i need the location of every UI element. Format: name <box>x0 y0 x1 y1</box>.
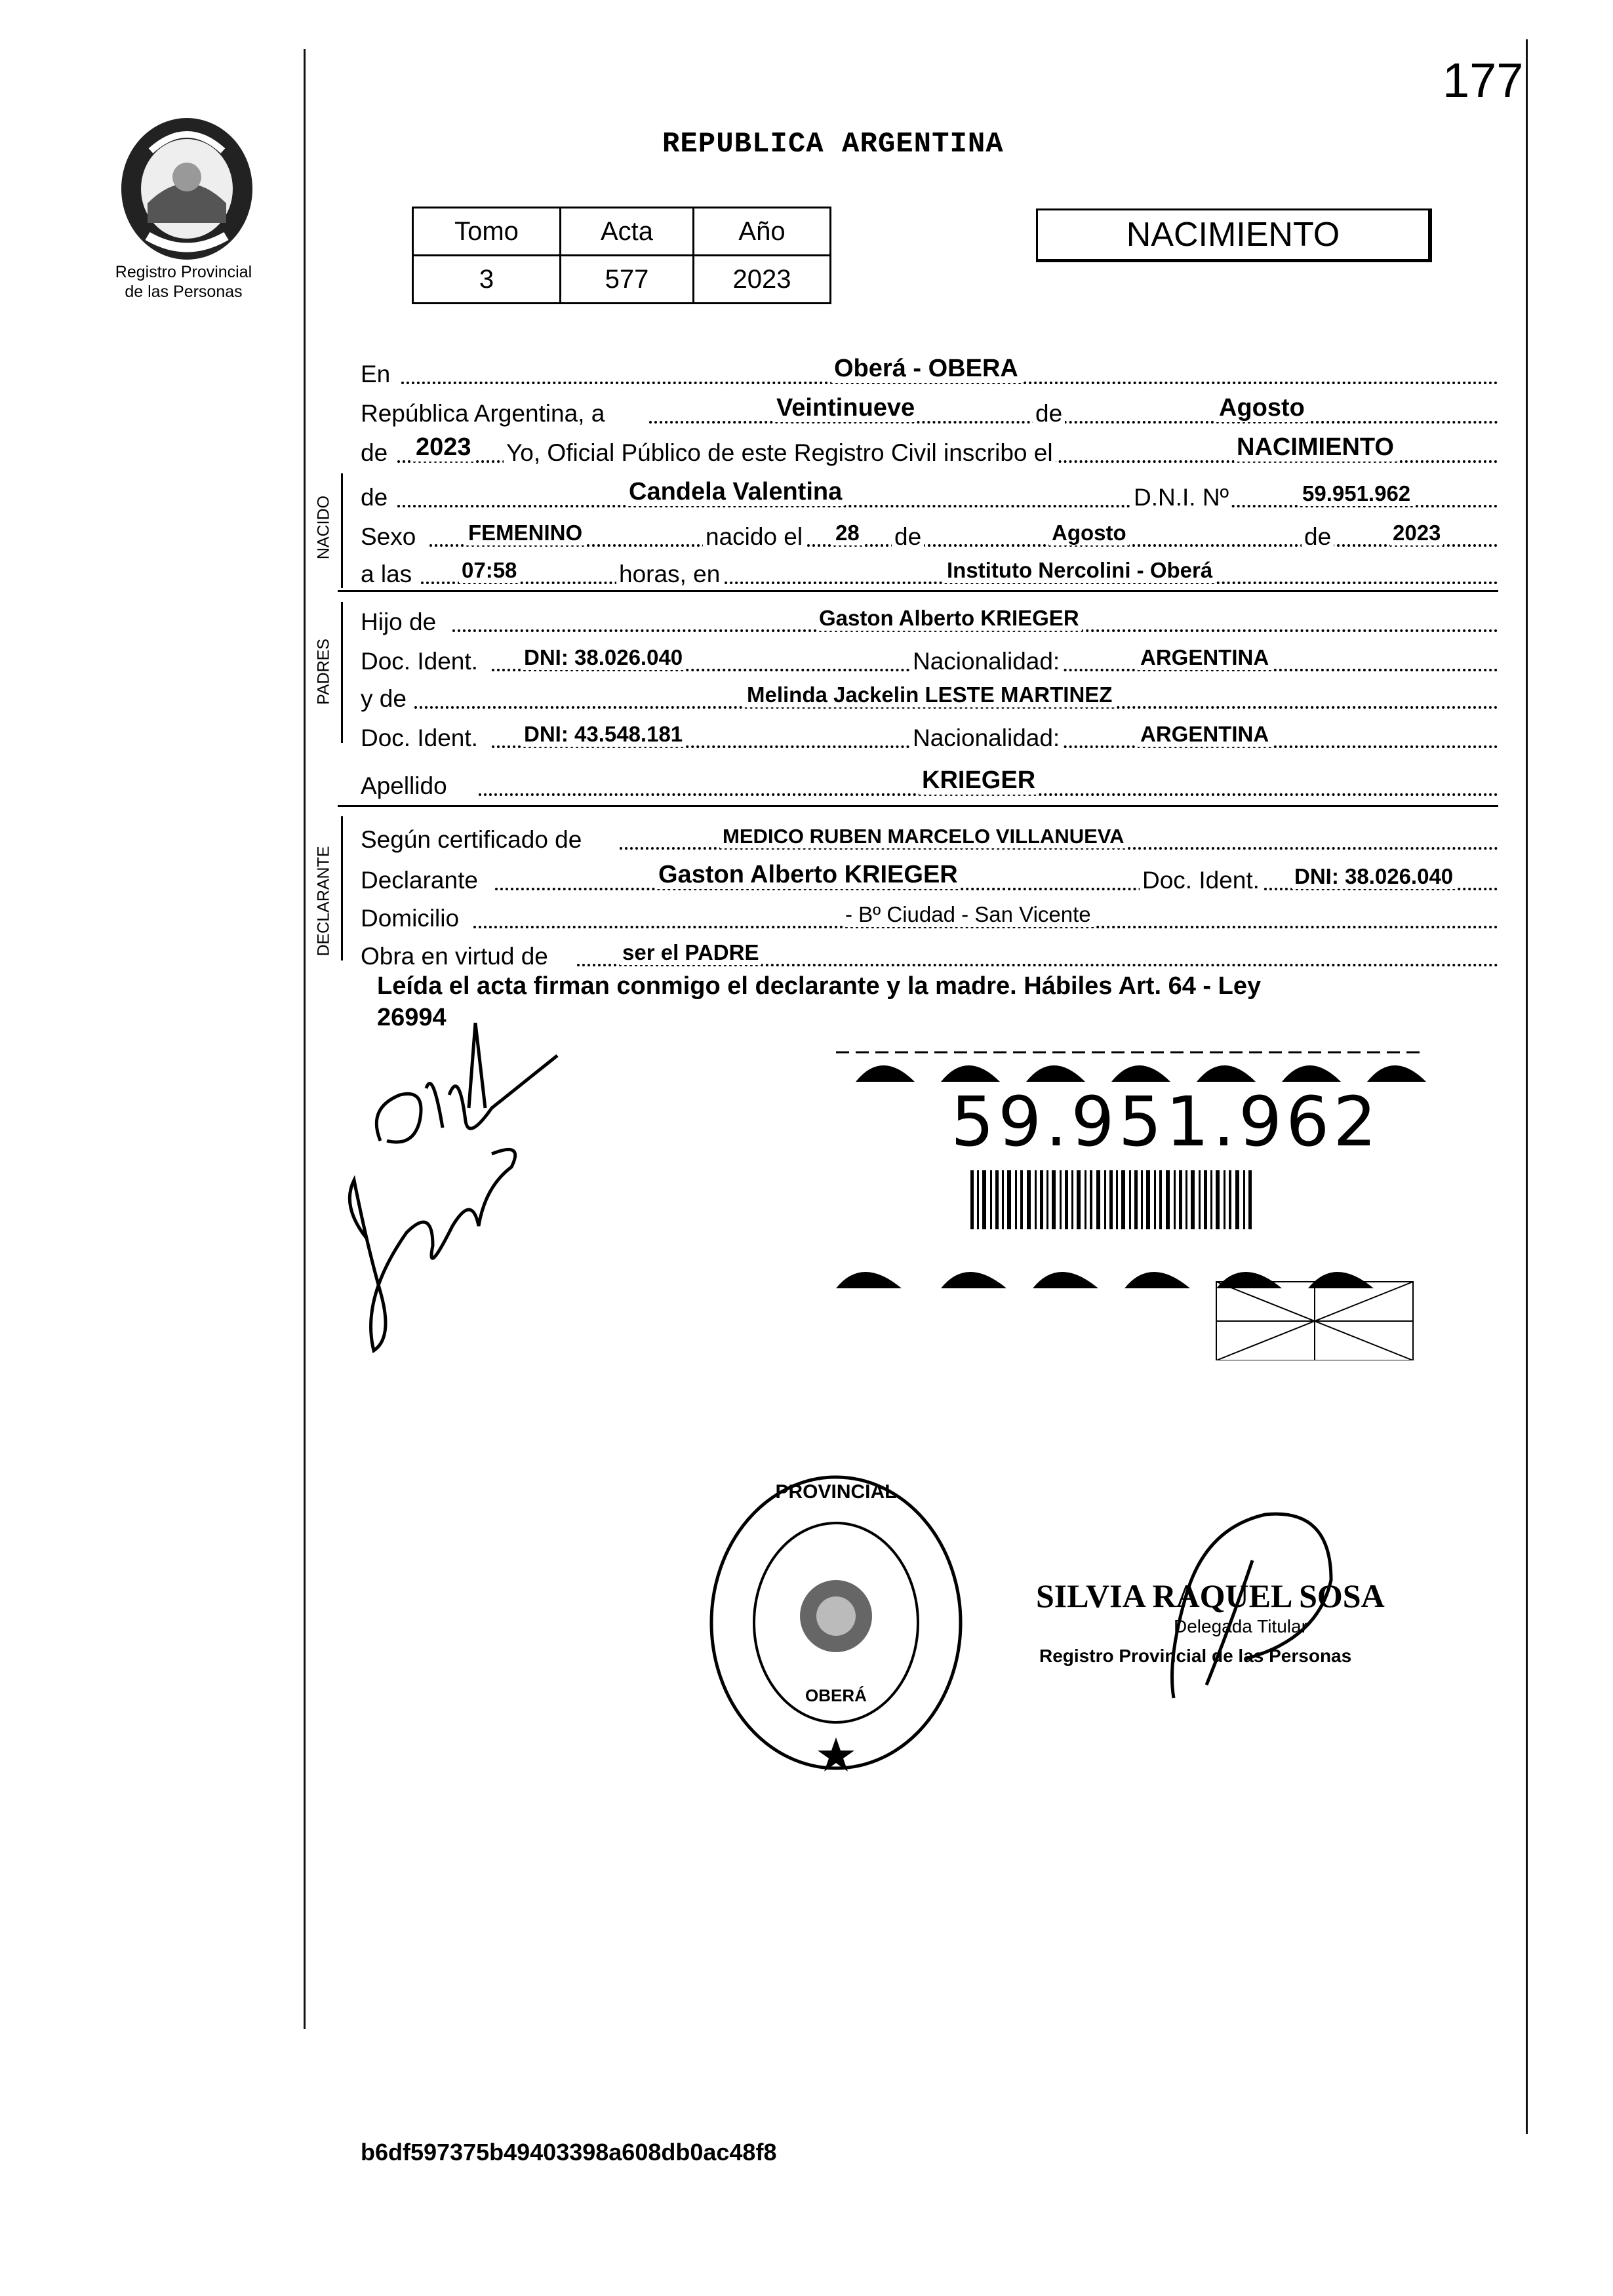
child-dni: 59.951.962 <box>1300 481 1413 506</box>
row-father-doc <box>361 641 1498 675</box>
father-doc: DNI: 38.026.040 <box>521 645 685 670</box>
doc-ident-label: Doc. Ident. <box>361 648 478 675</box>
declarante-label: Declarante <box>361 867 478 894</box>
record-table-value-row <box>413 256 831 304</box>
child-name: Candela Valentina <box>626 478 845 506</box>
y-de-label: y de <box>361 685 407 712</box>
official-role: Delegada Titular <box>1174 1616 1307 1636</box>
padres-bracket <box>341 602 343 743</box>
sexo-label: Sexo <box>361 523 416 550</box>
birth-day: 28 <box>833 521 862 545</box>
obra-label: Obra en virtud de <box>361 943 548 970</box>
page-number: 177 <box>1443 53 1524 108</box>
de-label: de <box>361 484 388 511</box>
registry-caption-line1: Registro Provincial <box>115 263 252 281</box>
de-label: de <box>892 523 924 551</box>
left-margin-line <box>304 49 306 2029</box>
record-month: Agosto <box>1216 394 1307 422</box>
row-sexo <box>361 517 1498 551</box>
record-year: 2023 <box>413 433 474 462</box>
de-label: de <box>1302 523 1334 551</box>
row-hijo-de <box>361 602 1498 636</box>
birth-place: Instituto Nercolini - Oberá <box>944 558 1215 583</box>
oficial-text: Yo, Oficial Público de este Registro Civil inscribo el <box>504 439 1056 467</box>
de-label: de <box>361 439 388 466</box>
certificado-label: Según certificado de <box>361 826 582 853</box>
declarant-name: Gaston Alberto KRIEGER <box>656 861 961 889</box>
horas-label: horas, en <box>616 561 723 588</box>
certifying-doctor: MEDICO RUBEN MARCELO VILLANUEVA <box>720 825 1127 848</box>
barcode-number: 59.951.962 <box>951 1082 1381 1162</box>
republica-label: República Argentina, a <box>361 400 605 427</box>
declarant-doc: DNI: 38.026.040 <box>1292 864 1456 889</box>
row-en <box>361 354 1498 388</box>
domicilio-label: Domicilio <box>361 905 460 932</box>
official-name: SILVIA RAQUEL SOSA <box>1036 1577 1385 1614</box>
row-year-inscribo <box>361 433 1498 467</box>
place-of-record: Oberá - OBERA <box>831 355 1021 383</box>
en-label: En <box>361 361 391 387</box>
country-title: REPUBLICA ARGENTINA <box>662 128 1004 161</box>
barcode-bottom-pattern <box>836 1242 1426 1360</box>
barcode <box>970 1170 1265 1229</box>
de-label: de <box>1033 400 1065 427</box>
record-number-table <box>412 207 831 304</box>
record-table-header-row <box>413 208 831 256</box>
row-hora <box>361 554 1498 588</box>
father-name: Gaston Alberto KRIEGER <box>816 606 1082 631</box>
registry-caption-line2: de las Personas <box>125 283 243 301</box>
record-day: Veintinueve <box>774 394 917 422</box>
doc-ident-label: Doc. Ident. <box>361 724 478 751</box>
document-hash: b6df597375b49403398a608db0ac48f8 <box>361 2139 777 2166</box>
row-certificado <box>361 820 1498 854</box>
row-domicilio <box>361 898 1498 932</box>
side-label-declarante: DECLARANTE <box>314 846 333 957</box>
record-table-cell: 2023 <box>694 256 831 304</box>
nacido-bracket <box>341 473 343 588</box>
row-y-de <box>361 679 1498 713</box>
side-label-nacido: NACIDO <box>314 495 333 560</box>
record-table-cell: 577 <box>561 256 694 304</box>
official-office: Registro Provincial de las Personas <box>1039 1646 1352 1666</box>
right-margin-line <box>1526 39 1528 2134</box>
doc-ident-label: Doc. Ident. <box>1140 867 1262 894</box>
record-table-cell: 3 <box>413 256 561 304</box>
legal-note-line1: Leída el acta firman conmigo el declarante y la madre. Hábiles Art. 64 - Ley <box>377 972 1262 1000</box>
child-sex: FEMENINO <box>466 521 585 545</box>
official-stamp <box>705 1472 967 1773</box>
section-divider <box>338 805 1498 807</box>
row-republica <box>361 393 1498 427</box>
declarant-address: - Bº Ciudad - San Vicente <box>843 902 1094 927</box>
inscribed-event: NACIMIENTO <box>1234 433 1397 462</box>
nacionalidad-label: Nacionalidad: <box>910 648 1062 675</box>
section-divider <box>338 590 1498 592</box>
mother-name: Melinda Jackelin LESTE MARTINEZ <box>744 683 1115 707</box>
mother-nationality: ARGENTINA <box>1138 722 1271 747</box>
province-seal <box>111 111 262 262</box>
surname: KRIEGER <box>919 766 1038 795</box>
row-obra <box>361 936 1498 970</box>
registry-caption <box>85 262 282 302</box>
row-apellido <box>361 766 1498 800</box>
a-las-label: a las <box>361 561 412 587</box>
father-nationality: ARGENTINA <box>1138 645 1271 670</box>
apellido-label: Apellido <box>361 772 447 799</box>
birth-month: Agosto <box>1049 521 1129 545</box>
declarante-bracket <box>341 816 343 960</box>
svg-text:PROVINCIAL: PROVINCIAL <box>775 1481 897 1503</box>
birth-time: 07:58 <box>459 558 519 583</box>
record-table-header: Acta <box>561 208 694 256</box>
declarant-relation: ser el PADRE <box>620 940 761 965</box>
row-mother-doc <box>361 718 1498 752</box>
record-table-header: Año <box>694 208 831 256</box>
legal-note-line2: 26994 <box>377 1004 447 1031</box>
nacido-el-label: nacido el <box>703 523 805 551</box>
barcode-top-pattern <box>836 1046 1426 1085</box>
dotted-line <box>429 544 1498 547</box>
birth-year: 2023 <box>1390 521 1443 545</box>
row-nacido-name <box>361 477 1498 511</box>
hijo-de-label: Hijo de <box>361 608 437 635</box>
nacionalidad-label: Nacionalidad: <box>910 724 1062 752</box>
record-type-box: NACIMIENTO <box>1036 208 1432 262</box>
record-table-header: Tomo <box>413 208 561 256</box>
handwritten-signatures <box>328 1010 590 1364</box>
row-declarante <box>361 860 1498 894</box>
dni-label: D.N.I. Nº <box>1131 484 1231 511</box>
mother-doc: DNI: 43.548.181 <box>521 722 685 747</box>
stamp-city: OBERÁ <box>805 1686 867 1705</box>
side-label-padres: PADRES <box>314 639 333 705</box>
